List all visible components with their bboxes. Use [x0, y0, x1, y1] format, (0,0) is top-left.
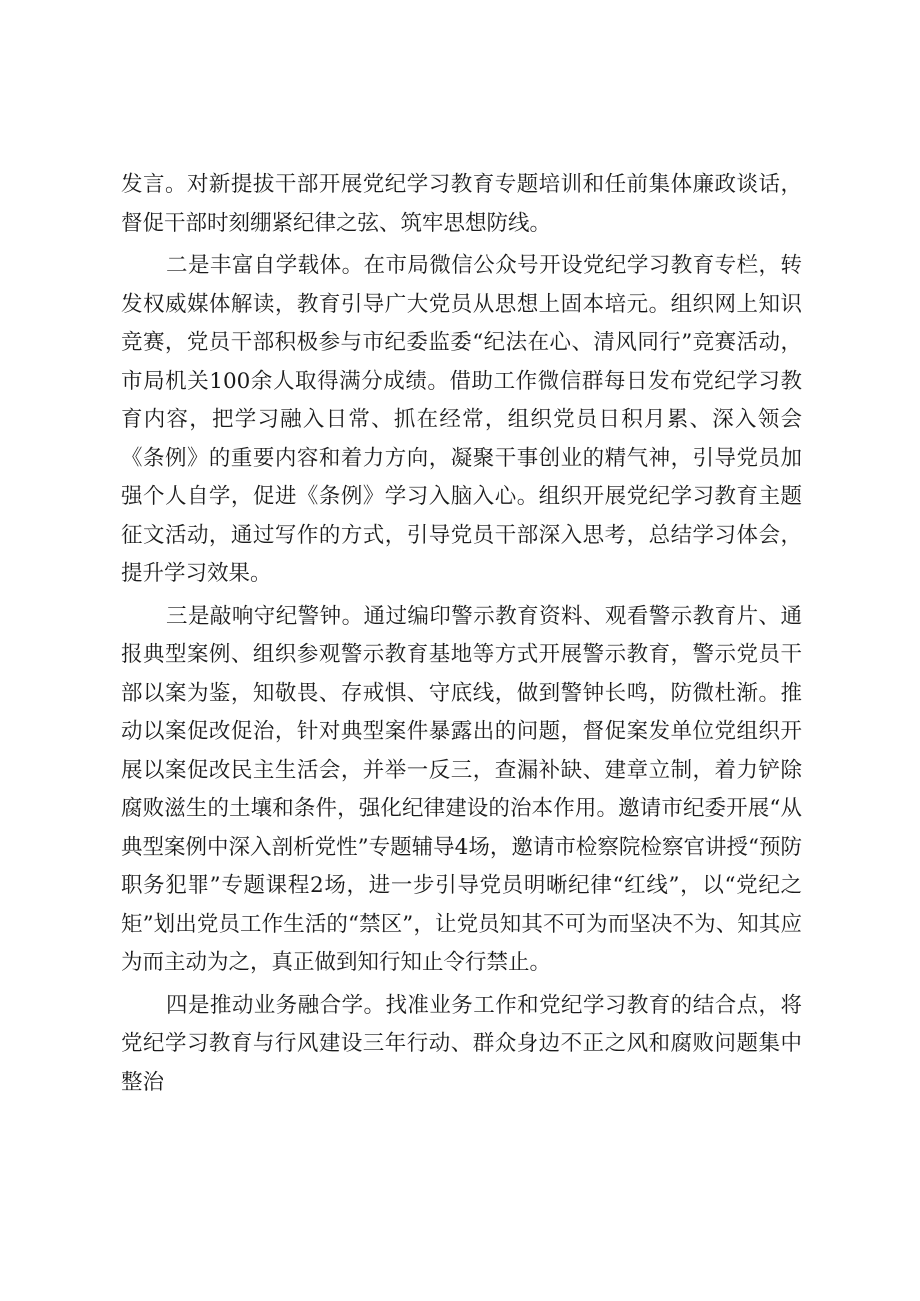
paragraph-business-integration: 四是推动业务融合学。找准业务工作和党纪学习教育的结合点，将党纪学习教育与行风建设三年行动、群众身边不正之风和腐败问题集中整治 — [121, 992, 802, 1095]
paragraph-warning-education: 三是敲响守纪警钟。通过编印警示教育资料、观看警示教育片、通报典型案例、组织参观警示教育基地等方式开展警示教育，警示党员干部以案为鉴，知敬畏、存戒惧、守底线，做到警钟长鸣，防微杜渐。推动以案促改促治，针对典型案件暴露出的问题，督促案发单位党组织开展以案促改民主生活会，并举一反三，查漏补缺、建章立制，着力铲除腐败滋生的土壤和条件，强化纪律建设的治本作用。邀请市纪委开展“从典型案例中深入剖析党性”专题辅导4场，邀请市检察院检察官讲授“预防职务犯罪”专题课程2场，进一步引导党员明晰纪律“红线”，以“党纪之矩”划出党员工作生活的“禁区”，让党员知其不可为而坚决不为、知其应为而主动为之，真正做到知行知止令行禁止。 — [121, 603, 802, 975]
paragraph-self-study: 二是丰富自学载体。在市局微信公众号开设党纪学习教育专栏，转发权威媒体解读，教育引导广大党员从思想上固本培元。组织网上知识竞赛，党员干部积极参与市纪委监委“纪法在心、清风同行”竞赛活动，市局机关100余人取得满分成绩。借助工作微信群每日发布党纪学习教育内容，把学习融入日常、抓在经常，组织党员日积月累、深入领会《条例》的重要内容和着力方向，凝聚干事创业的精气神，引导党员加强个人自学，促进《条例》学习入脑入心。组织开展党纪学习教育主题征文活动，通过写作的方式，引导党员干部深入思考，总结学习体会，提升学习效果。 — [121, 253, 802, 586]
document-body — [121, 166, 802, 1106]
paragraph-continuation: 发言。对新提拔干部开展党纪学习教育专题培训和任前集体廉政谈话，督促干部时刻绷紧纪律之弦、筑牢思想防线。 — [121, 172, 802, 236]
